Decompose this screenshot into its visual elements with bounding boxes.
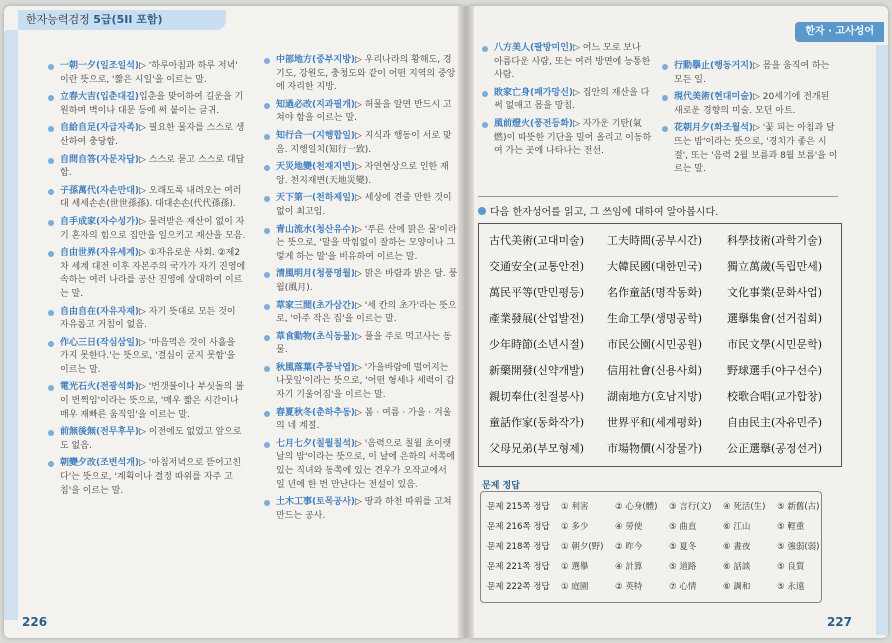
idiom-term: 朝變夕改(조변석개): [60, 458, 140, 469]
answer-option: ③ 言行(文): [669, 502, 712, 512]
idiom-definition: ▷ 맑은 바람과 밝은 달. 풍월(風月).: [276, 269, 458, 293]
idiom-entry: [46, 381, 246, 422]
idiom-entry: [262, 268, 458, 295]
left-running-header: [18, 10, 226, 30]
idiom-term: 現代美術(현대미술): [674, 92, 754, 103]
answer-option: ⑦ 心情: [669, 582, 697, 592]
idiom-cell: 產業發展(산업발전): [489, 312, 585, 325]
idiom-entry: [262, 438, 458, 492]
idiom-definition: ▷ 세상에 견줄 만한 것이 없이 최고임.: [276, 193, 452, 217]
idiom-cell: 大韓民國(대한민국): [607, 260, 703, 273]
idiom-definition: ▷ '마음먹은 것이 사흘을 가지 못한다.'는 뜻으로, '결심이 굳지 못함'을 이르는 말.: [60, 337, 236, 375]
answer-option: ⑤ 夏冬: [669, 542, 697, 552]
idiom-entry: [262, 300, 458, 327]
idiom-definition: ▷ '가을바람에 떨어지는 나뭇잎'이라는 뜻으로, '어떤 형세나 세력이 갑자기 기울어짐'을 이르는 말.: [276, 362, 455, 401]
idiom-cell: 科學技術(과학기술): [727, 234, 823, 247]
idiom-cell: 生命工學(생명공학): [607, 312, 703, 325]
idiom-entry: [46, 216, 246, 243]
header-title: 한자능력검정: [26, 13, 94, 26]
idiom-definition: ▷ 땅과 하천 따위를 고쳐 만드는 공사.: [276, 497, 452, 521]
idiom-entry: [46, 122, 246, 149]
idiom-definition: ▷ 20세기에 전개된 새로운 경향의 미술. 모던 아트.: [674, 92, 830, 116]
idiom-term: 中部地方(중부지방): [276, 55, 356, 65]
idiom-cell: 親切奉仕(친절봉사): [489, 390, 585, 403]
answer-option: ⑤ 強弱(弱): [777, 542, 820, 552]
answer-option: ⑤ 良質: [777, 562, 805, 572]
idiom-definition: ▷ '세 칸의 초가'라는 뜻으로, '아주 작은 집'을 이르는 말.: [276, 300, 457, 325]
right-page-column-1: [480, 42, 652, 163]
idiom-definition: ▷ 스스로 묻고 스스로 대답함.: [60, 154, 245, 179]
answer-option: ① 朝夕(野): [561, 542, 604, 552]
left-page-column-1: [46, 60, 246, 502]
idiom-term: 七月七夕(칠월칠석): [276, 438, 356, 449]
answer-label: 문제 216쪽 정답: [487, 522, 550, 532]
idiom-term: 一朝一夕(일조일석): [60, 61, 140, 71]
idiom-cell: 市民文學(시민문학): [727, 338, 823, 351]
answer-row: [487, 520, 831, 532]
idiom-entry: [262, 192, 458, 219]
idiom-definition: ▷ '하루아침과 하루 저녁' 이란 뜻으로, '짧은 시일'을 이르는 말.: [60, 61, 238, 85]
answer-option: ④ 計算: [615, 562, 643, 572]
idiom-term: 自手成家(자수성가): [60, 216, 140, 227]
idiom-term: 花朝月夕(화조월석): [674, 123, 754, 134]
idiom-entry: [46, 60, 246, 87]
idiom-cell: 萬民平等(만민평등): [489, 286, 585, 299]
idiom-entry: [262, 331, 458, 358]
idiom-definition: ▷ 자가운 기탄(氣燃)이 따뜻한 기단을 밀어 올리고 이동하여 가는 곳에 나타나는 전선.: [494, 118, 652, 157]
idiom-entry: [46, 337, 246, 378]
idiom-entry: [46, 91, 246, 118]
idiom-term: 春夏秋冬(춘하추동): [276, 407, 356, 418]
idiom-cell: 校歌合唱(교가합창): [727, 390, 823, 403]
idiom-entry: [660, 91, 840, 118]
idiom-definition: ▷ 이전에도 없었고 앞으로도 없음.: [60, 427, 242, 451]
answer-label: 문제 222쪽 정답: [487, 582, 550, 592]
idiom-term: 自由世界(자유세계): [60, 248, 140, 259]
idiom-term: 土木工事(토목공사): [276, 497, 356, 508]
idiom-definition: ▷ '푸른 산에 맑은 물'이라는 뜻으로, '말을 막힘없이 잘하는 모양이나 그렇게 하는 말'을 비유하여 이르는 말.: [276, 224, 457, 262]
idiom-entry: [660, 122, 840, 176]
idiom-term: 天災地變(천재지변): [276, 162, 356, 173]
idiom-cell: 少年時節(소년시절): [489, 338, 585, 351]
idiom-definition: ▷ 지식과 행동이 서로 맞음. 지행일치(知行一致).: [276, 130, 452, 155]
idiom-cell: 公正選擧(공정선거): [727, 442, 823, 455]
idiom-definition: ▷ 우리나라의 황해도, 경기도, 강원도, 충청도와 같이 어떤 지역의 중앙에 자리한 지방.: [276, 55, 456, 93]
idiom-definition: ▷ 필요한 물자를 스스로 생산하여 충당함.: [60, 123, 245, 147]
answer-row: [487, 560, 831, 572]
answer-option: ⑤ 曲直: [669, 522, 697, 532]
idiom-definition: ▷ 풀을 주로 먹고사는 동물.: [276, 331, 452, 356]
idiom-grid: [478, 223, 842, 467]
idiom-entry: [262, 161, 458, 188]
answer-row: [487, 580, 831, 592]
idiom-cell: 信用社會(신용사회): [607, 364, 703, 377]
idiom-definition: ▷ 오래도록 내려오는 여러 대 세세손손(世世孫孫). 대대손손(代代孫孫).: [60, 185, 242, 210]
answer-option: ② 英特: [615, 582, 643, 592]
answer-option: ① 選擧: [561, 562, 589, 572]
idiom-entry: [46, 426, 246, 453]
idiom-definition: ▷ 몸을 움직여 하는 모든 일.: [674, 61, 830, 85]
idiom-cell: 世界平和(세계평화): [607, 416, 703, 429]
idiom-cell: 新藥開發(신약개발): [489, 364, 585, 377]
idiom-cell: 湖南地方(호남지방): [607, 390, 703, 403]
answer-label: 문제 215쪽 정답: [487, 502, 550, 512]
idiom-definition: ▷ 어느 모로 보나 아름다운 사람, 또는 여러 방면에 능통한 사람.: [494, 43, 651, 81]
idiom-definition: ▷ '음력으로 칠월 초이렛날의 밤'이라는 뜻으로, 이 날에 은하의 서쪽에 있는 직녀와 동쪽에 있는 견우가 오작교에서 일 년에 한 번 만난다는 전설이 있음.: [276, 438, 455, 490]
idiom-entry: [46, 247, 246, 301]
idiom-term: 風前燈火(풍전등화): [494, 118, 574, 129]
idiom-entry: [480, 87, 652, 114]
answers-box: [480, 491, 822, 603]
answer-option: ④ 勞使: [615, 522, 643, 532]
idiom-cell: 文化事業(문화사업): [727, 286, 823, 299]
idiom-definition: ▷ ①자유로운 사회. ②제2차 세계 대전 이후 자본주의 국가가 자기 진영에 속하는 여러 나라를 공산 진영에 상대하여 이르는 말.: [60, 248, 246, 299]
idiom-term: 知行合一(지행합일): [276, 130, 356, 141]
idiom-term: 作心三日(작심삼일): [60, 337, 140, 348]
idiom-entry: [262, 362, 458, 403]
idiom-term: 行動擧止(행동거지): [674, 61, 754, 71]
idiom-cell: 野球選手(야구선수): [727, 364, 823, 377]
idiom-term: 電光石火(전광석화): [60, 382, 140, 393]
answer-label: 문제 221쪽 정답: [487, 562, 550, 572]
idiom-definition: ▷ 집안의 재산을 다 써 없애고 몸을 망침.: [494, 87, 650, 112]
idiom-cell: 市民公園(시민공원): [607, 338, 703, 351]
idiom-definition: ▷ 자연현상으로 인한 재앙. 천지재변(天地災變).: [276, 162, 449, 186]
idiom-cell: 古代美術(고대미술): [489, 234, 585, 247]
idiom-entry: [480, 42, 652, 83]
idiom-entry: [46, 154, 246, 181]
idiom-entry: [262, 224, 458, 265]
idiom-term: 立春大吉(입춘대길): [60, 92, 140, 103]
idiom-term: 自由自在(자유자재): [60, 306, 140, 317]
answer-option: ⑤ 新舊(古): [777, 502, 820, 512]
idiom-entry: [660, 60, 840, 87]
right-section-tag: 한자 · 고사성어: [795, 22, 884, 42]
idiom-entry: [46, 306, 246, 333]
idiom-cell: 工夫時間(공부시간): [607, 234, 703, 247]
idiom-entry: [262, 496, 458, 523]
idiom-term: 青山流水(청산유수): [276, 224, 356, 235]
answer-row: [487, 500, 831, 512]
header-level: 5급(5II 포함): [93, 13, 163, 26]
answer-option: ④ 死活(生): [723, 502, 766, 512]
idiom-definition: ▷ '꽃 피는 아침과 달 뜨는 밤'이라는 뜻으로, '경치가 좋은 시절', 또는 '음력 2월 보름과 8월 보름'을 이르는 말.: [674, 123, 838, 175]
idiom-definition: ▷ 자기 뜻대로 모든 것이 자유롭고 거침이 없음.: [60, 306, 236, 331]
idiom-definition: ▷ '아침저녁으로 뜯어고친다'는 뜻으로, '계획이나 결정 따위를 자주 고침'을 이르는 말.: [60, 458, 242, 496]
idiom-cell: 選擧集會(선거집회): [727, 312, 823, 325]
answer-option: ② 心身(體): [615, 502, 658, 512]
answer-option: ⑥ 調和: [723, 582, 751, 592]
idiom-entry: [46, 457, 246, 498]
answer-option: ⑥ 江山: [723, 522, 751, 532]
answer-option: ⑤ 道路: [669, 562, 697, 572]
answer-option: ① 多少: [561, 522, 589, 532]
idiom-definition: ▷ 물려받은 재산이 없이 자기 혼자의 힘으로 집안을 일으키고 재산을 모음.: [60, 216, 246, 241]
idiom-entry: [262, 54, 458, 95]
idiom-entry: [262, 407, 458, 434]
idiom-cell: 父母兄弟(부모형제): [489, 442, 585, 455]
answer-option: ⑤ 輕重: [777, 522, 805, 532]
left-side-band: [4, 30, 18, 620]
idiom-cell: 童話作家(동화작가): [489, 416, 585, 429]
left-page-column-2: [262, 54, 458, 527]
idiom-term: 八方美人(팔방미인): [494, 43, 574, 53]
idiom-term: 天下第一(천하제일): [276, 193, 356, 204]
right-side-band: [876, 45, 888, 635]
answer-option: ① 庭園: [561, 582, 589, 592]
idiom-definition: ▷ 봄 · 여름 · 가을 · 겨울의 네 계절.: [276, 407, 452, 432]
idiom-entry: [262, 99, 458, 126]
idiom-term: 草家三間(초가삼간): [276, 300, 356, 311]
idiom-term: 子孫萬代(자손만대): [60, 185, 140, 196]
answer-option: ⑤ 永遠: [777, 582, 805, 592]
idiom-term: 自問自答(자문자답): [60, 154, 140, 165]
idiom-definition: 입춘을 맞이하여 길운을 기원하며 벽이나 대문 등에 써 붙이는 글귀.: [60, 92, 244, 116]
idiom-term: 前無後無(전무후무): [60, 427, 140, 438]
idiom-entry: [480, 118, 652, 159]
idiom-definition: ▷ '번갯불이나 부싯돌의 불이 번쩍임'이라는 뜻으로, '매우 짧은 시간이나 매우 재빠른 움직임'을 이르는 말.: [60, 382, 244, 420]
idiom-cell: 名作童話(명작동화): [607, 286, 703, 299]
answer-option: ⑥ 話談: [723, 562, 751, 572]
answer-option: ② 昨今: [615, 542, 643, 552]
idiom-cell: 獨立萬歲(독립만세): [727, 260, 823, 273]
right-page-column-2: [660, 60, 840, 181]
idiom-definition: ▷ 허물을 알면 반드시 고쳐야 함을 이르는 말.: [276, 99, 452, 124]
book-spine: [458, 6, 474, 638]
idiom-cell: 交通安全(교통안전): [489, 260, 585, 273]
right-page-number: 227: [826, 615, 852, 629]
exercise-prompt: 다음 한자성어를 읽고, 그 쓰임에 대하여 알아봅시다.: [478, 196, 838, 218]
idiom-entry: [46, 185, 246, 212]
answer-option: ① 利害: [561, 502, 589, 512]
idiom-term: 知過必改(지과필개): [276, 99, 356, 110]
left-page-number: 226: [22, 615, 48, 629]
idiom-term: 敗家亡身(패가망신): [494, 87, 574, 98]
idiom-entry: [262, 130, 458, 157]
answer-option: ⑥ 晝夜: [723, 542, 751, 552]
idiom-term: 清風明月(청풍명월): [276, 269, 356, 280]
answers-title: 문제 정답: [482, 481, 520, 491]
idiom-term: 秋風落葉(추풍낙엽): [276, 362, 356, 373]
idiom-term: 自給自足(자급자족): [60, 123, 140, 134]
idiom-cell: 自由民主(자유민주): [727, 416, 823, 429]
idiom-term: 草食動物(초식동물): [276, 331, 356, 342]
answer-label: 문제 218쪽 정답: [487, 542, 550, 552]
answer-row: [487, 540, 831, 552]
idiom-cell: 市場物價(시장물가): [607, 442, 703, 455]
